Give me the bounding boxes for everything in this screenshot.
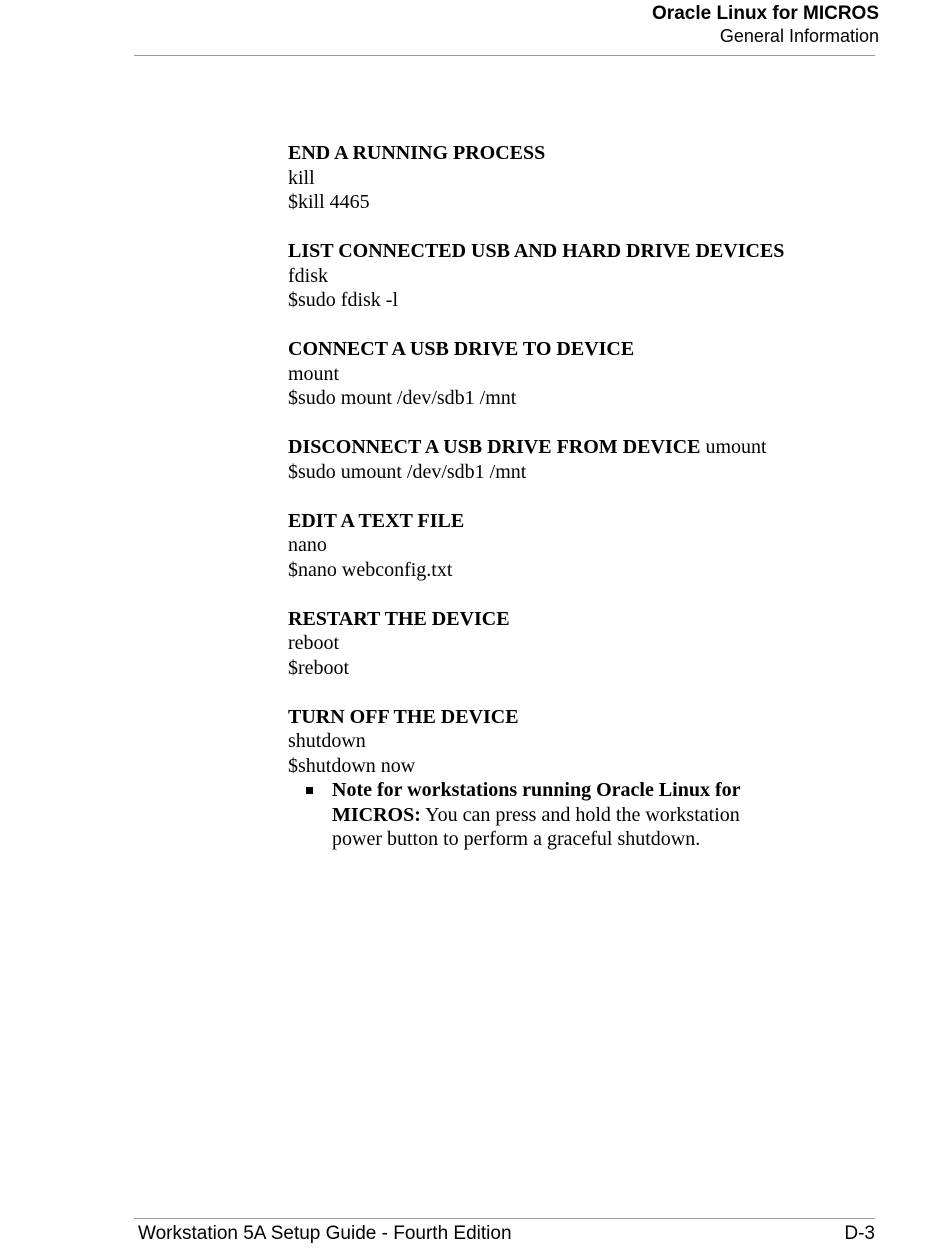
command-name: nano — [288, 534, 327, 556]
note-text: You can press and hold the workstation power button to perform a graceful shutdown. — [332, 803, 740, 850]
section-heading: EDIT A TEXT FILE — [288, 509, 465, 532]
section-list-devices — [288, 239, 888, 313]
command-example: $reboot — [288, 656, 350, 679]
section-end-process — [288, 141, 888, 215]
command-example: $sudo umount /dev/sdb1 /mnt — [288, 460, 527, 483]
note-label: Note for workstations running Oracle Linux for MICROS: — [332, 779, 741, 826]
header-title: Oracle Linux for MICROS — [652, 3, 879, 24]
footer-guide-title: Workstation 5A Setup Guide - Fourth Edition — [138, 1223, 512, 1244]
command-list — [288, 141, 888, 852]
command-name: reboot — [288, 632, 340, 654]
command-name: mount — [288, 362, 340, 385]
section-turn-off — [288, 705, 888, 852]
section-heading: RESTART THE DEVICE — [288, 607, 510, 630]
section-edit-file — [288, 509, 888, 583]
shutdown-note — [288, 778, 752, 852]
command-name: fdisk — [288, 264, 328, 287]
command-name: kill — [288, 166, 315, 189]
command-example: $shutdown now — [288, 754, 416, 777]
section-heading: LIST CONNECTED USB AND HARD DRIVE DEVICES — [288, 240, 785, 262]
page-number: D-3 — [844, 1223, 875, 1244]
command-example: $sudo fdisk -l — [288, 289, 398, 311]
heading-line — [288, 435, 888, 460]
section-heading: CONNECT A USB DRIVE TO DEVICE — [288, 338, 635, 360]
command-name: shutdown — [288, 730, 366, 752]
section-heading: DISCONNECT A USB DRIVE FROM DEVICE — [288, 436, 701, 458]
footer-divider — [134, 1218, 875, 1219]
command-example: $nano webconfig.txt — [288, 558, 453, 581]
section-heading: TURN OFF THE DEVICE — [288, 705, 519, 728]
command-name: umount — [705, 436, 767, 458]
command-example: $kill 4465 — [288, 191, 370, 213]
header-divider — [134, 55, 875, 56]
page-header — [652, 3, 879, 47]
section-connect-usb — [288, 337, 888, 411]
section-disconnect-usb — [288, 435, 888, 484]
command-example: $sudo mount /dev/sdb1 /mnt — [288, 387, 517, 409]
section-heading: END A RUNNING PROCESS — [288, 142, 546, 164]
header-subtitle: General Information — [719, 26, 879, 46]
square-bullet-icon — [306, 787, 313, 794]
section-restart — [288, 607, 888, 681]
